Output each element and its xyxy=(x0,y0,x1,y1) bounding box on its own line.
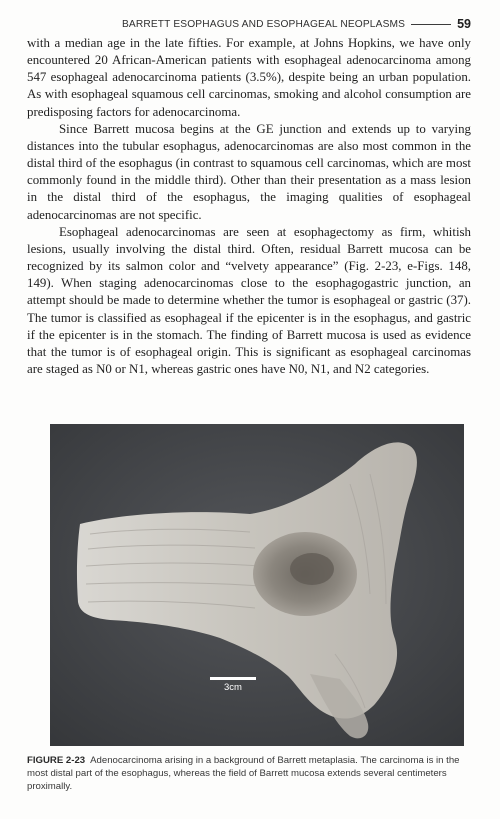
scale-bar xyxy=(210,677,256,680)
paragraph-2: Since Barrett mucosa begins at the GE junction and extends up to varying distances into the tubular esophagus, adenocarcinomas are also most common in the distal third of the esophagus (in contrast to squamous cell carcinomas, which are most commonly found in the middle third). Other than their presentation as a mass lesion in the distal third of the esophagus, the imaging qualities of esophageal adenocarcinomas are not specific. xyxy=(27,121,471,222)
page-number: 59 xyxy=(457,17,471,31)
specimen-photo xyxy=(50,424,464,746)
paragraph-1: with a median age in the late fifties. For example, at Johns Hopkins, we have only encountered 20 African-American patients with esophageal adenocarcinoma among 547 esophageal adenocarcinoma patients (3.5%), despite being an urban population. As with esophageal squamous cell carcinomas, smoking and alcohol consumption are predisposing factors for adenocarcinoma. xyxy=(27,36,471,119)
header-rule xyxy=(411,24,451,25)
body-text xyxy=(27,35,471,378)
paragraph-3: Esophageal adenocarcinomas are seen at esophagectomy as firm, whitish lesions, usually involving the distal third. Often, residual Barrett mucosa can be recognized by its salmon color and “velvety appearance” (Fig. 2-23, e-Figs. 148, 149). When staging adenocarcinomas close to the esophagogastric junction, an attempt should be made to determine whether the tumor is esophageal or gastric (37). The tumor is classified as esophageal if the epicenter is in the esophagus, and gastric if the epicenter is in the stomach. The finding of Barrett mucosa is used as evidence that the tumor is of esophageal origin. This is significant as esophageal carcinomas are staged as N0 or N1, whereas gastric ones have N0, N1, and N2 categories. xyxy=(27,224,471,376)
figure-caption xyxy=(27,754,471,794)
caption-text: Adenocarcinoma arising in a background of Barrett metaplasia. The carcinoma is in the most distal part of the esophagus, whereas the field of Barrett mucosa extends several centimeters proximally. xyxy=(27,755,460,793)
caption-label: FIGURE 2-23 xyxy=(27,755,86,766)
running-header xyxy=(27,16,471,32)
running-title: BARRETT ESOPHAGUS AND ESOPHAGEAL NEOPLASMS xyxy=(121,18,406,30)
scale-bar-label: 3cm xyxy=(224,682,242,693)
